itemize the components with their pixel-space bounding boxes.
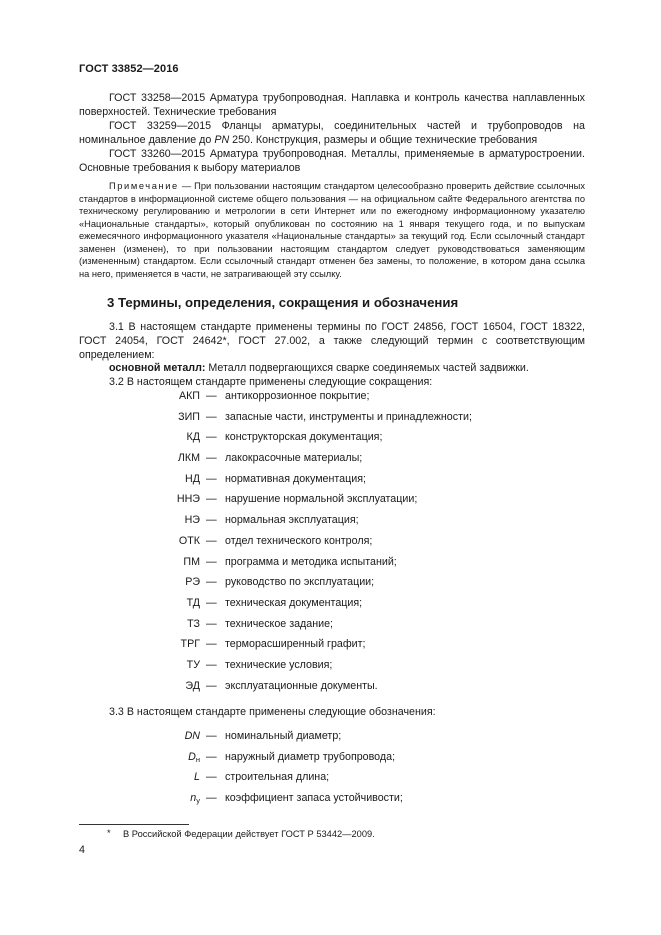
- section-title: 3 Термины, определения, сокращения и обозначения: [107, 295, 459, 310]
- abbreviation-row: [79, 389, 585, 410]
- symbol-subscript: у: [196, 796, 200, 806]
- key-text: АКП: [178, 390, 200, 402]
- abbreviation-description: эксплуатационные документы.: [225, 679, 378, 692]
- abbreviation-description: антикоррозионное покрытие;: [225, 390, 370, 402]
- dash-separator: —: [206, 514, 217, 527]
- abbreviation-row: [79, 410, 585, 431]
- key-text: ПМ: [183, 555, 200, 568]
- key-text: L: [194, 771, 200, 784]
- abbreviation-key: [183, 555, 200, 569]
- symbol-subscript: н: [195, 754, 200, 764]
- key-text: ННЭ: [176, 493, 200, 506]
- dash-separator: —: [206, 638, 217, 651]
- abbreviation-key: [187, 430, 200, 444]
- footnote-text: В Российской Федерации действует ГОСТ Р 53442—2009.: [123, 829, 375, 839]
- key-text: КД: [186, 431, 200, 444]
- dash-separator: —: [206, 576, 217, 589]
- reference-text: ГОСТ 33259—2015 Фланцы арматуры, соединительных частей и трубопроводов на номинальное давление до: [79, 120, 585, 146]
- symbol-description: строительная длина;: [225, 771, 330, 784]
- dash-separator: —: [206, 771, 217, 784]
- symbols-list: [79, 729, 585, 812]
- term-text: Металл подвергающихся сварке соединяемых частей задвижки.: [205, 362, 529, 375]
- key-text: РЭ: [185, 576, 200, 589]
- document-header: ГОСТ 33852—2016: [79, 63, 179, 75]
- symbol-row: [79, 791, 585, 812]
- abbreviation-key: [177, 492, 200, 506]
- terms-clause: [79, 321, 585, 390]
- abbreviation-row: [79, 575, 585, 596]
- symbol-description: коэффициент запаса устойчивости;: [225, 792, 403, 805]
- abbreviation-description: отдел технического контроля;: [225, 534, 373, 547]
- abbreviation-row: [79, 596, 585, 617]
- symbol-key: [188, 750, 200, 767]
- symbol-row: [79, 750, 585, 771]
- abbreviation-description: нарушение нормальной эксплуатации;: [225, 493, 418, 506]
- abbreviation-row: [79, 617, 585, 638]
- dash-separator: —: [206, 390, 217, 402]
- abbreviation-description: нормальная эксплуатация;: [225, 514, 359, 527]
- abbreviation-key: [185, 472, 200, 486]
- normative-references: [79, 91, 585, 175]
- abbreviation-key: [187, 617, 200, 631]
- abbreviation-row: [79, 658, 585, 679]
- symbol-key: [185, 729, 200, 743]
- reference-item: [79, 119, 585, 147]
- symbol-key: [194, 770, 200, 784]
- dash-separator: —: [206, 410, 217, 423]
- key-text: DN: [184, 730, 200, 742]
- abbreviation-row: [79, 492, 585, 513]
- abbreviation-key: [187, 658, 200, 672]
- key-text: НЭ: [184, 514, 200, 527]
- reference-item: ГОСТ 33258—2015 Арматура трубопроводная. Наплавка и контроль качества наплавленных поверхностей. Технические требования: [79, 92, 585, 118]
- key-text: ОТК: [178, 534, 200, 547]
- dash-separator: —: [206, 792, 217, 805]
- key-text: D: [188, 750, 196, 763]
- symbol-description: номинальный диаметр;: [225, 730, 342, 742]
- abbreviation-row: [79, 451, 585, 472]
- abbreviation-key: [178, 451, 200, 465]
- term-definition: [79, 362, 585, 376]
- abbreviation-row: [79, 679, 585, 700]
- abbreviation-description: терморасширенный графит;: [225, 638, 366, 651]
- key-text: n: [190, 792, 197, 805]
- abbreviation-description: техническое задание;: [225, 617, 334, 630]
- key-text: ТУ: [186, 658, 200, 671]
- key-text: ЭД: [185, 679, 200, 692]
- key-text: НД: [185, 472, 200, 485]
- note-text: — При пользовании настоящим стандартом целесообразно проверить действие ссылочных стандартов в информационной системе общего пользования — на официальном сайте Федерального агентства по техническому регулированию и метрологии в сети Интернет или по ежегодному информационному указателю «Национальные стандарты», который опубликован по состоянию на 1 января текущего года, и по выпускам ежемесячного информационного указателя «Национальные стандарты» за текущий год. Если ссылочный стандарт заменен (изменен), то при пользовании настоящим стандартом следует руководствоваться заменяющим (измененным) стандартом. Если ссылочный стандарт отменен без замены, то положение, в котором дана ссылка на него, применяется в части, не затрагивающей эту ссылку.: [79, 181, 585, 279]
- clause-3-2: 3.2 В настоящем стандарте применены следующие сокращения:: [109, 376, 433, 389]
- page-number: 4: [79, 844, 85, 856]
- dash-separator: —: [206, 750, 217, 763]
- symbol-description: наружный диаметр трубопровода;: [225, 750, 396, 763]
- dash-separator: —: [206, 555, 217, 568]
- reference-text: 250. Конструкция, размеры и общие технические требования: [229, 134, 538, 146]
- dash-separator: —: [206, 658, 217, 671]
- abbreviation-key: [185, 513, 200, 527]
- clause-3-3: 3.3 В настоящем стандарте применены следующие обозначения:: [109, 706, 436, 718]
- abbreviation-key: [181, 637, 200, 651]
- note-label: Примечание: [109, 181, 179, 191]
- abbreviation-description: технические условия;: [225, 658, 333, 671]
- dash-separator: —: [206, 493, 217, 506]
- dash-separator: —: [206, 679, 217, 692]
- reference-item: ГОСТ 33260—2015 Арматура трубопроводная. Металлы, применяемые в арматуростроении. Основные требования к выбору материалов: [79, 148, 585, 174]
- dash-separator: —: [206, 596, 217, 609]
- footnote-divider: [79, 824, 189, 825]
- abbreviation-row: [79, 513, 585, 534]
- key-text: ЗИП: [178, 410, 200, 423]
- abbreviation-description: лакокрасочные материалы;: [225, 452, 363, 465]
- key-text: ТРГ: [180, 638, 200, 651]
- abbreviation-row: [79, 534, 585, 555]
- abbreviation-key: [179, 389, 200, 403]
- dash-separator: —: [206, 472, 217, 485]
- abbreviation-row: [79, 472, 585, 493]
- reference-italic: PN: [214, 134, 230, 146]
- dash-separator: —: [206, 617, 217, 630]
- abbreviation-row: [79, 637, 585, 658]
- abbreviation-description: запасные части, инструменты и принадлежности;: [225, 410, 472, 423]
- key-text: ЛКМ: [177, 452, 200, 465]
- abbreviation-description: конструкторская документация;: [225, 431, 383, 444]
- abbreviation-key: [185, 575, 200, 589]
- abbreviation-description: нормативная документация;: [225, 472, 366, 485]
- abbreviation-row: [79, 430, 585, 451]
- dash-separator: —: [206, 431, 217, 444]
- symbol-key: [190, 791, 200, 808]
- abbreviation-key: [185, 679, 200, 693]
- symbol-row: [79, 770, 585, 791]
- abbreviation-description: руководство по эксплуатации;: [225, 576, 375, 589]
- abbreviations-list: [79, 389, 585, 699]
- clause-3-1: 3.1 В настоящем стандарте применены термины по ГОСТ 24856, ГОСТ 16504, ГОСТ 18322, ГОСТ 24054, ГОСТ 24642*, ГОСТ 27.002, а также следующий термин с соответствующим определением:: [79, 321, 585, 361]
- abbreviation-key: [179, 534, 200, 548]
- note-paragraph: [79, 180, 585, 280]
- dash-separator: —: [206, 452, 217, 465]
- key-text: ТЗ: [187, 617, 200, 630]
- abbreviation-key: [187, 596, 200, 610]
- abbreviation-row: [79, 555, 585, 576]
- footnote-mark: *: [107, 828, 111, 838]
- dash-separator: —: [206, 730, 217, 742]
- abbreviation-description: техническая документация;: [225, 596, 363, 609]
- dash-separator: —: [206, 534, 217, 547]
- symbol-row: [79, 729, 585, 750]
- key-text: ТД: [186, 596, 200, 609]
- abbreviation-description: программа и методика испытаний;: [225, 555, 397, 568]
- term-name: основной металл:: [109, 362, 206, 375]
- abbreviation-key: [178, 410, 200, 424]
